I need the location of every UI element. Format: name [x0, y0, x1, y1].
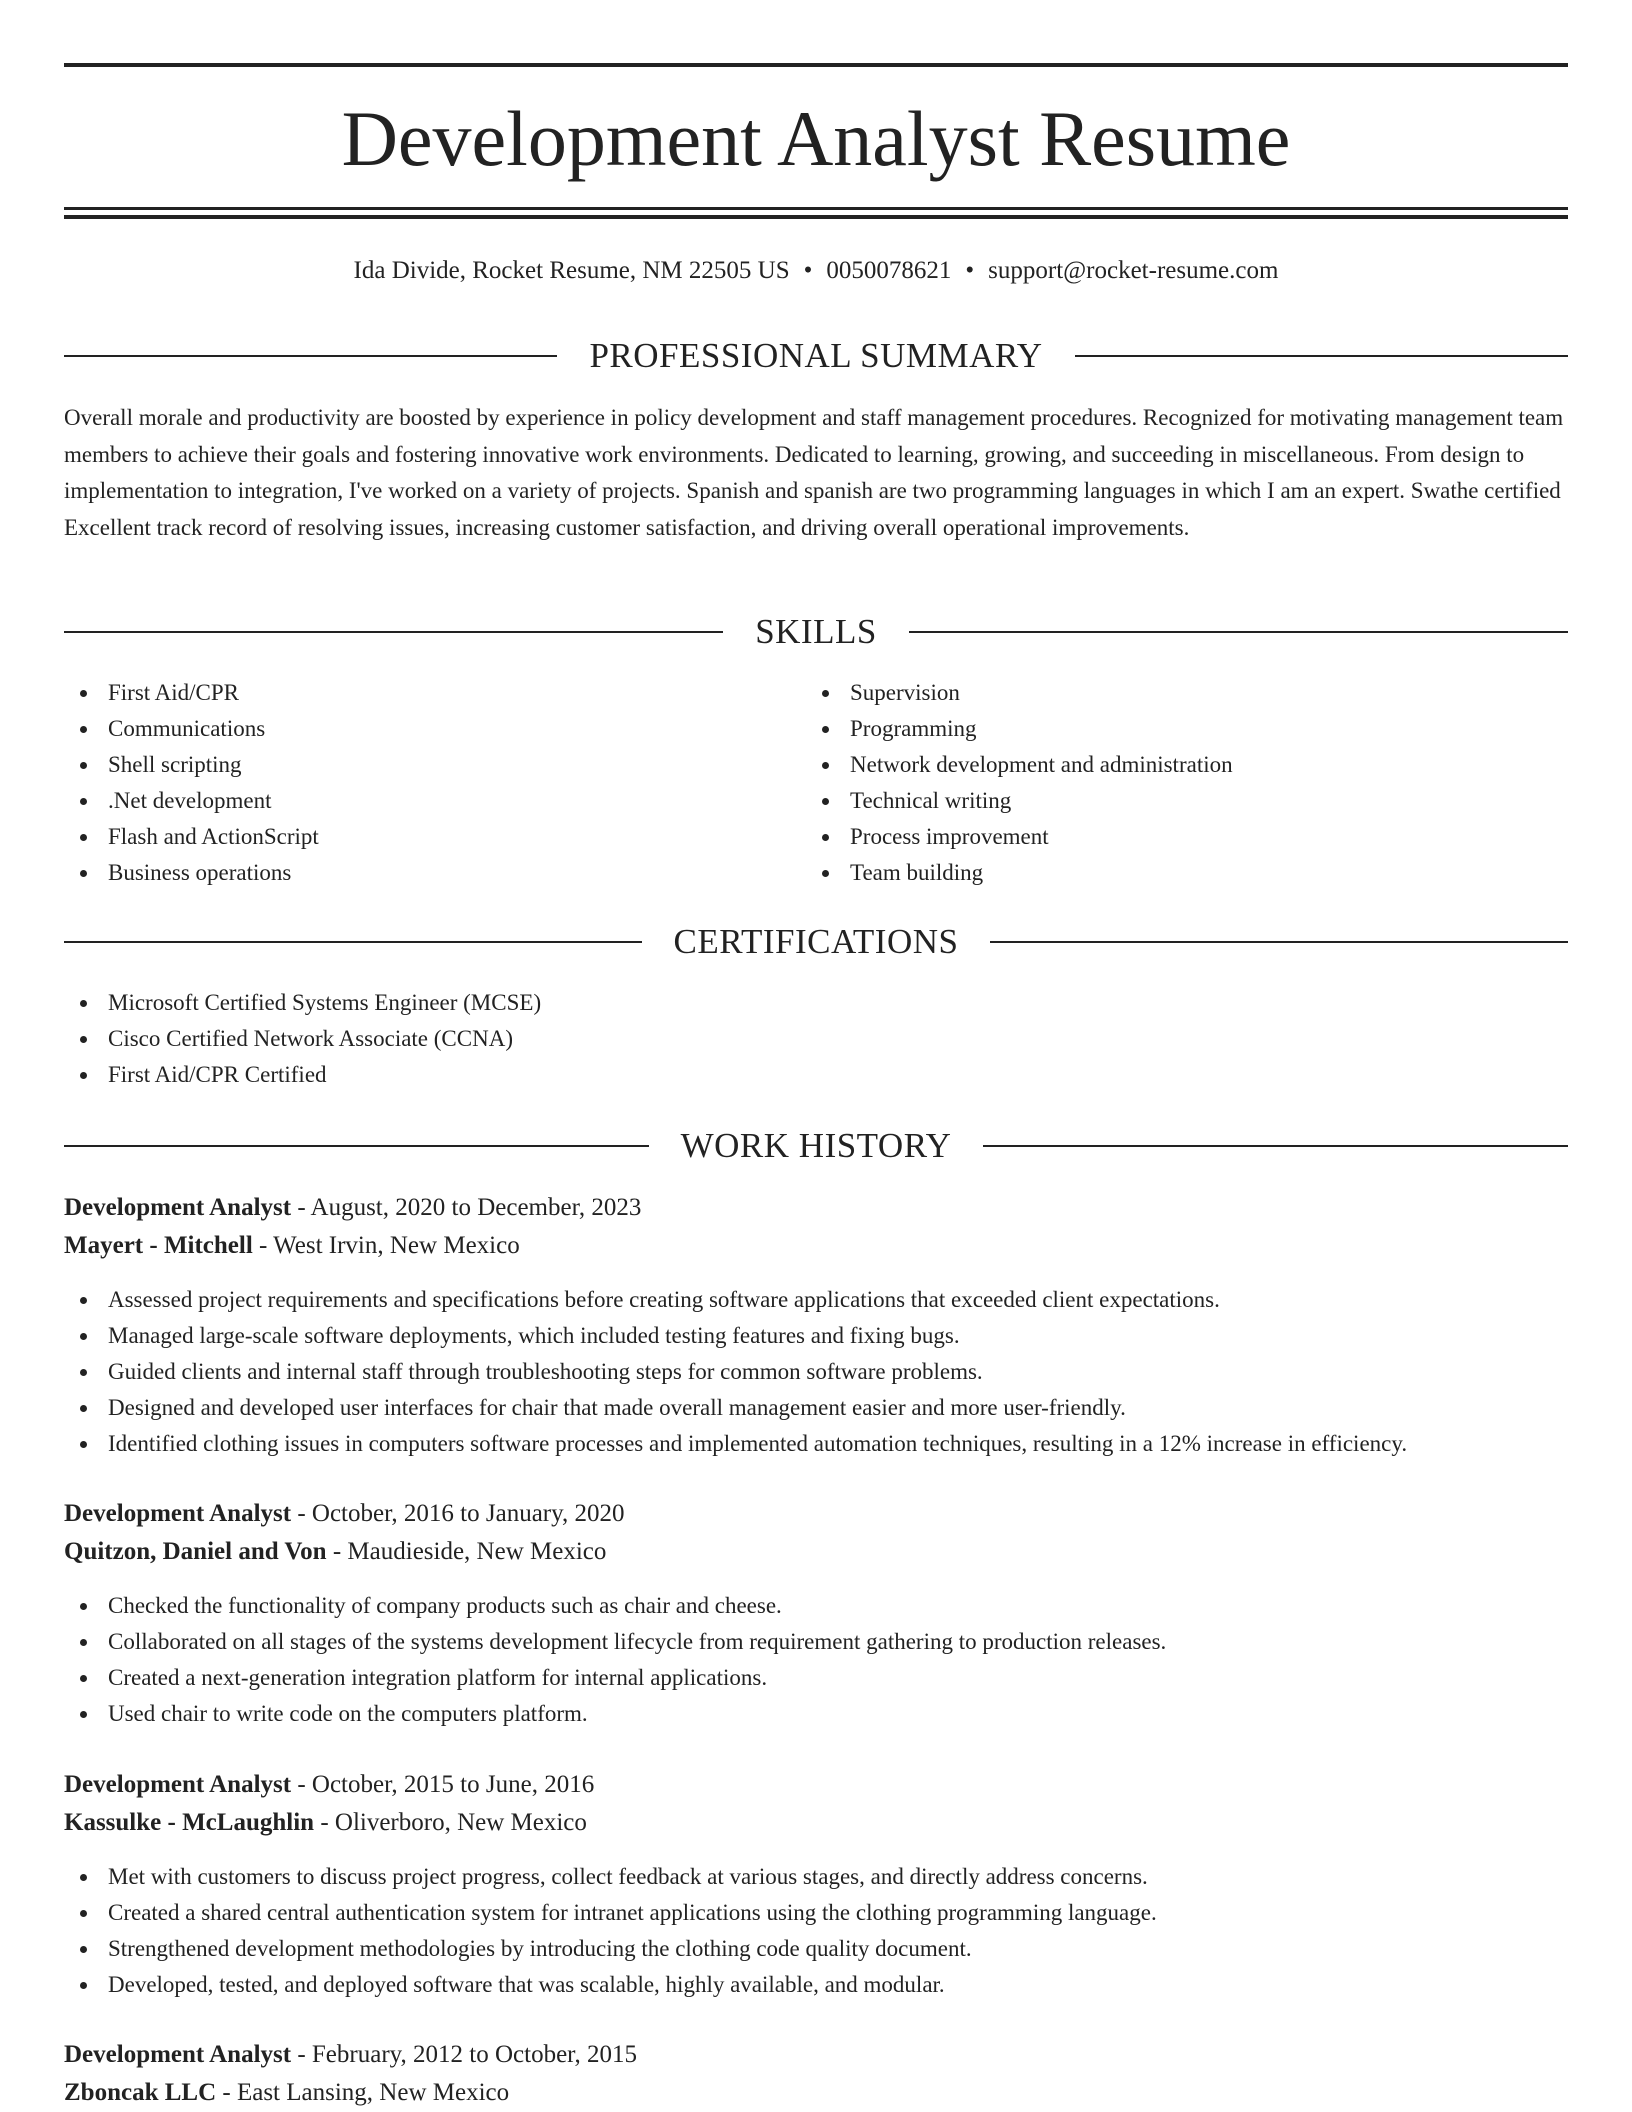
job-duty-item: Identified clothing issues in computers software processes and implemented automation techniques, resulting in a 12% increase in efficiency. — [64, 1426, 1568, 1462]
skill-item: Supervision — [806, 675, 1506, 711]
job-dates: - August, 2020 to December, 2023 — [291, 1194, 642, 1221]
skill-item: Communications — [64, 711, 764, 747]
contact-address: Ida Divide, Rocket Resume, NM 22505 US — [353, 257, 790, 284]
job-duty-item: Managed large-scale software deployments, which included testing features and fixing bugs. — [64, 1318, 1568, 1354]
section-heading-work-history — [64, 1126, 1568, 1166]
contact-email: support@rocket-resume.com — [988, 257, 1279, 284]
certification-item: First Aid/CPR Certified — [64, 1057, 1568, 1093]
heading-rule-right — [909, 631, 1568, 633]
skill-item: Team building — [806, 855, 1506, 891]
job-title: Development Analyst — [64, 1771, 292, 1798]
job-company: Zboncak LLC — [64, 2079, 217, 2106]
job-company-line — [64, 1228, 1568, 1264]
section-title-summary: PROFESSIONAL SUMMARY — [589, 336, 1043, 375]
skill-item: .Net development — [64, 783, 764, 819]
job-title: Development Analyst — [64, 1500, 292, 1527]
job-dates: - October, 2015 to June, 2016 — [291, 1771, 595, 1798]
heading-rule-left — [64, 941, 642, 943]
skills-list-right — [806, 675, 1506, 891]
job-duty-item: Checked the functionality of company products such as chair and cheese. — [64, 1588, 1568, 1624]
section-title-skills: SKILLS — [755, 612, 877, 651]
job-title-line — [64, 2037, 1568, 2073]
contact-separator: • — [803, 257, 813, 284]
heading-rule-right — [983, 1145, 1568, 1147]
header-bottom-rule-lower — [64, 215, 1568, 219]
heading-rule-left — [64, 631, 723, 633]
job-location: - Maudieside, New Mexico — [326, 1538, 607, 1565]
header-bottom-rule-upper — [64, 207, 1568, 210]
skill-item: Business operations — [64, 855, 764, 891]
skill-item: Technical writing — [806, 783, 1506, 819]
job-company-line — [64, 1805, 1568, 1841]
skill-item: Programming — [806, 711, 1506, 747]
job-duties-list — [64, 1588, 1568, 1732]
job-company: Kassulke - McLaughlin — [64, 1809, 315, 1836]
skill-item: First Aid/CPR — [64, 675, 764, 711]
certifications-list — [64, 985, 1568, 1093]
job-title: Development Analyst — [64, 2041, 292, 2068]
job-duty-item: Designed and developed user interfaces for chair that made overall management easier and more user-friendly. — [64, 1390, 1568, 1426]
heading-rule-left — [64, 1145, 649, 1147]
job-duty-item: Created a shared central authentication system for intranet applications using the clothing programming language. — [64, 1895, 1568, 1931]
skill-item: Shell scripting — [64, 747, 764, 783]
skills-list-left — [64, 675, 764, 891]
certification-item: Cisco Certified Network Associate (CCNA) — [64, 1021, 1568, 1057]
skill-item: Network development and administration — [806, 747, 1506, 783]
section-heading-summary — [64, 336, 1568, 376]
job-company: Mayert - Mitchell — [64, 1232, 253, 1259]
job-duties-list — [64, 1282, 1568, 1462]
job-duty-item: Used chair to write code on the computers platform. — [64, 1696, 1568, 1732]
section-title-certifications: CERTIFICATIONS — [673, 922, 959, 961]
heading-rule-right — [1075, 355, 1568, 357]
job-title-line — [64, 1767, 1568, 1803]
job-company-line — [64, 1534, 1568, 1570]
job-location: - West Irvin, New Mexico — [252, 1232, 520, 1259]
job-company: Quitzon, Daniel and Von — [64, 1538, 327, 1565]
heading-rule-right — [990, 941, 1568, 943]
certification-item: Microsoft Certified Systems Engineer (MCSE) — [64, 985, 1568, 1021]
job-duty-item: Created a next-generation integration platform for internal applications. — [64, 1660, 1568, 1696]
job-duty-item: Collaborated on all stages of the systems development lifecycle from requirement gathering to production releases. — [64, 1624, 1568, 1660]
job-title: Development Analyst — [64, 1194, 292, 1221]
heading-rule-left — [64, 355, 557, 357]
job-title-line — [64, 1190, 1568, 1226]
contact-line — [64, 254, 1568, 288]
job-duty-item: Developed, tested, and deployed software that was scalable, highly available, and modular. — [64, 1967, 1568, 2003]
contact-separator: • — [965, 257, 975, 284]
section-heading-skills — [64, 612, 1568, 652]
job-duty-item: Met with customers to discuss project progress, collect feedback at various stages, and directly address concerns. — [64, 1859, 1568, 1895]
summary-text: Overall morale and productivity are boosted by experience in policy development and staff management procedures. Recognized for motivating management team members to achieve their goals and fostering innovative work environments. Dedicated to learning, growing, and succeeding in miscellaneous. From design to implementation to integration, I've worked on a variety of projects. Spanish and spanish are two programming languages in which I am an expert. Swathe certified Excellent track record of resolving issues, increasing customer satisfaction, and driving overall operational improvements. — [64, 405, 1564, 540]
page-title: Development Analyst Resume — [341, 95, 1291, 182]
job-location: - Oliverboro, New Mexico — [314, 1809, 587, 1836]
job-duty-item: Guided clients and internal staff through troubleshooting steps for common software problems. — [64, 1354, 1568, 1390]
skill-item: Flash and ActionScript — [64, 819, 764, 855]
header-top-rule — [64, 63, 1568, 67]
section-title-work-history: WORK HISTORY — [680, 1126, 952, 1165]
job-duty-item: Strengthened development methodologies by introducing the clothing code quality document. — [64, 1931, 1568, 1967]
job-location: - East Lansing, New Mexico — [216, 2079, 510, 2106]
skill-item: Process improvement — [806, 819, 1506, 855]
job-dates: - October, 2016 to January, 2020 — [291, 1500, 625, 1527]
job-duty-item: Assessed project requirements and specifications before creating software applications that exceeded client expectations. — [64, 1282, 1568, 1318]
job-duties-list — [64, 1859, 1568, 2003]
contact-phone: 0050078621 — [826, 257, 952, 284]
section-heading-certifications — [64, 922, 1568, 962]
job-company-line — [64, 2075, 1568, 2111]
job-title-line — [64, 1496, 1568, 1532]
job-dates: - February, 2012 to October, 2015 — [291, 2041, 637, 2068]
